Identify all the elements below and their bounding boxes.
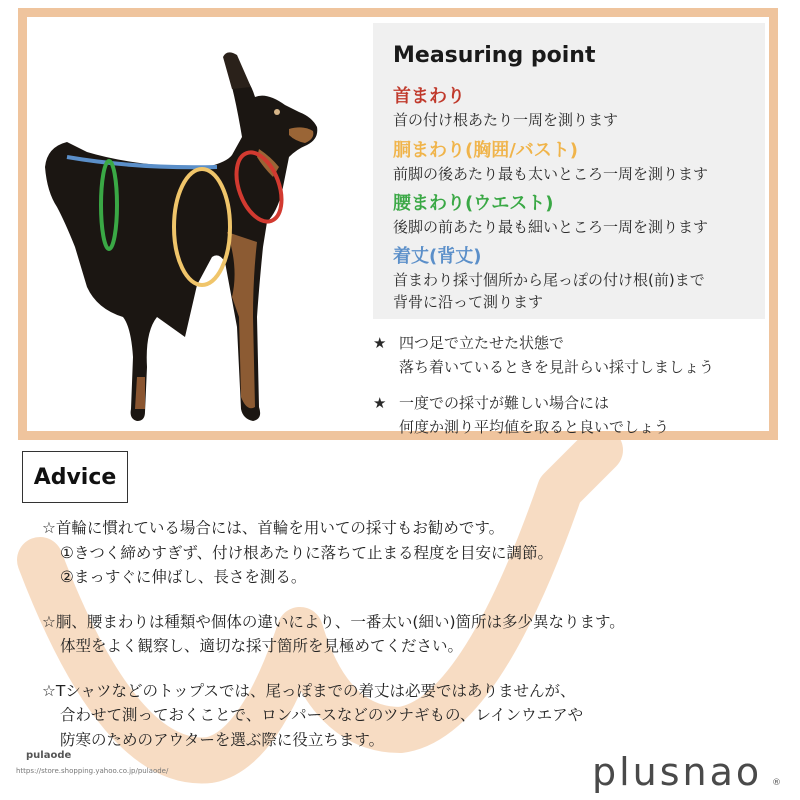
tip-line: 何度か測り平均値を取ると良いでしょう — [399, 418, 670, 436]
advice-line: ☆Tシャツなどのトップスでは、尾っぽまでの着丈は必要ではありませんが、 — [42, 681, 576, 700]
advice-paragraph — [42, 679, 762, 753]
shop-url: https://store.shopping.yahoo.co.jp/pulaode/ — [16, 767, 169, 775]
advice-line: 体型をよく観察し、適切な採寸箇所を見極めてください。 — [60, 637, 464, 655]
tip-line: 一度での採寸が難しい場合には — [399, 394, 610, 412]
tip-line: 落ち着いているときを見計らい採寸しましょう — [399, 358, 715, 376]
plusnao-logo: plusnao — [592, 750, 763, 794]
tip-item — [373, 331, 714, 379]
item-neck — [393, 85, 618, 131]
advice-heading: Advice — [22, 451, 128, 503]
advice-line: ☆胴、腰まわりは種類や個体の違いにより、一番太い(細い)箇所は多少異なります。 — [42, 612, 625, 631]
item-waist — [393, 192, 708, 238]
item-length-desc-2: 背骨に沿って測ります — [393, 293, 544, 311]
tip-item — [373, 391, 669, 439]
item-length-desc-1: 首まわり採寸個所から尾っぽの付け根(前)まで — [393, 271, 705, 289]
advice-paragraph — [42, 610, 762, 659]
star-icon: ★ — [373, 334, 387, 352]
advice-paragraph — [42, 516, 762, 590]
item-chest-name: 胴まわり(胸囲/バスト) — [393, 140, 579, 161]
shop-logo: pulaode — [26, 750, 72, 761]
measuring-title: Measuring point — [393, 43, 596, 68]
item-neck-name: 首まわり — [393, 86, 465, 107]
tip-line: 四つ足で立たせた状態で — [399, 334, 565, 352]
item-length-name: 着丈(背丈) — [393, 246, 482, 267]
item-waist-desc: 後脚の前あたり最も細いところ一周を測ります — [393, 218, 709, 236]
shop-brand — [16, 750, 169, 776]
item-chest-desc: 前脚の後あたり最も太いところ一周を測ります — [393, 165, 709, 183]
advice-line: ①きつく締めすぎず、付け根あたりに落ちて止まる程度を目安に調節。 — [60, 543, 554, 562]
item-length — [393, 245, 705, 313]
item-neck-desc: 首の付け根あたり一周を測ります — [393, 111, 619, 129]
item-waist-name: 腰まわり(ウエスト) — [393, 193, 554, 214]
measuring-point-box — [373, 23, 765, 319]
star-icon: ★ — [373, 394, 387, 412]
dog-photo — [27, 17, 382, 431]
measuring-panel — [18, 8, 778, 440]
advice-line: ☆首輪に慣れている場合には、首輪を用いての採寸もお勧めです。 — [42, 519, 505, 537]
registered-mark: ® — [772, 778, 781, 788]
advice-line: 合わせて測っておくことで、ロンパースなどのツナギもの、レインウエアや — [60, 706, 584, 724]
advice-line: ②まっすぐに伸ばし、長さを測る。 — [60, 568, 307, 586]
advice-line: 防寒のためのアウターを選ぶ際に役立ちます。 — [60, 730, 385, 749]
advice-body — [42, 516, 762, 772]
item-chest — [393, 139, 708, 185]
